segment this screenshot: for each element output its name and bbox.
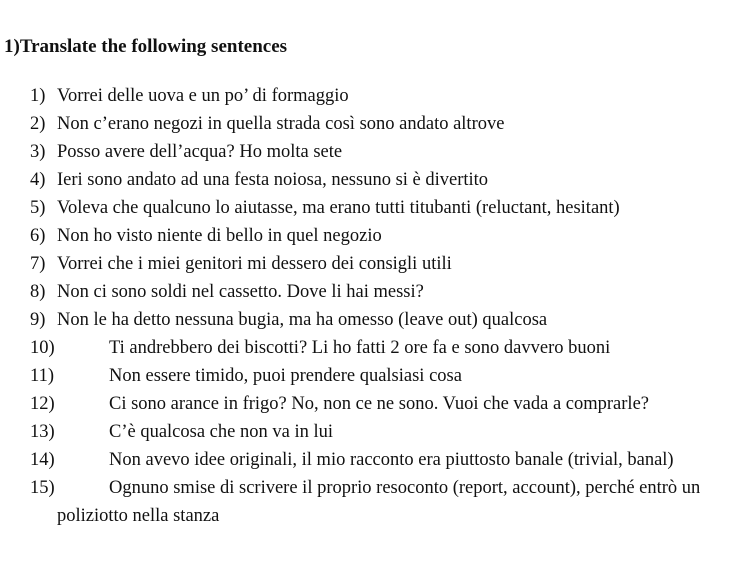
item-number: 4) — [30, 170, 46, 190]
list-item — [0, 446, 742, 474]
list-item — [0, 418, 742, 446]
item-number: 8) — [30, 282, 46, 302]
list-item — [0, 222, 742, 250]
list-item — [0, 194, 742, 222]
list-item — [0, 82, 742, 110]
item-text: Ti andrebbero dei biscotti? Li ho fatti 2 ore fa e sono davvero buoni — [109, 338, 611, 358]
list-item — [0, 474, 742, 530]
item-text: Vorrei che i miei genitori mi dessero dei consigli utili — [57, 254, 452, 274]
item-number: 2) — [30, 114, 46, 134]
item-number: 15) — [30, 478, 55, 498]
item-text: Non essere timido, puoi prendere qualsiasi cosa — [109, 366, 462, 386]
list-item — [0, 390, 742, 418]
item-number: 7) — [30, 254, 46, 274]
item-number: 9) — [30, 310, 46, 330]
item-text: Voleva che qualcuno lo aiutasse, ma erano tutti titubanti (reluctant, hesitant) — [57, 198, 620, 218]
list-item — [0, 138, 742, 166]
item-text: Vorrei delle uova e un po’ di formaggio — [57, 86, 349, 106]
item-text: Ognuno smise di scrivere il proprio resoconto (report, account), perché entrò un poliziotto nella stanza — [57, 478, 701, 526]
list-item — [0, 334, 742, 362]
item-text: Ieri sono andato ad una festa noiosa, nessuno si è divertito — [57, 170, 489, 190]
item-text: Posso avere dell’acqua? Ho molta sete — [57, 142, 343, 162]
item-number: 5) — [30, 198, 46, 218]
section-heading: 1)Translate the following sentences — [4, 36, 288, 57]
item-number: 13) — [30, 422, 55, 442]
item-number: 11) — [30, 366, 54, 386]
list-item — [0, 278, 742, 306]
list-item — [0, 250, 742, 278]
item-text: C’è qualcosa che non va in lui — [109, 422, 333, 442]
item-number: 12) — [30, 394, 55, 414]
item-text: Ci sono arance in frigo? No, non ce ne sono. Vuoi che vada a comprarle? — [109, 394, 649, 414]
list-item — [0, 306, 742, 334]
item-number: 14) — [30, 450, 55, 470]
item-text: Non ci sono soldi nel cassetto. Dove li hai messi? — [57, 282, 424, 302]
item-number: 10) — [30, 338, 55, 358]
item-text: Non c’erano negozi in quella strada così sono andato altrove — [57, 114, 505, 134]
item-number: 1) — [30, 86, 46, 106]
sentence-list — [0, 82, 742, 530]
item-text: Non le ha detto nessuna bugia, ma ha omesso (leave out) qualcosa — [57, 310, 548, 330]
item-text: Non avevo idee originali, il mio racconto era piuttosto banale (trivial, banal) — [109, 450, 674, 470]
list-item — [0, 110, 742, 138]
item-number: 6) — [30, 226, 46, 246]
list-item — [0, 362, 742, 390]
item-text: Non ho visto niente di bello in quel negozio — [57, 226, 382, 246]
list-item — [0, 166, 742, 194]
item-number: 3) — [30, 142, 46, 162]
